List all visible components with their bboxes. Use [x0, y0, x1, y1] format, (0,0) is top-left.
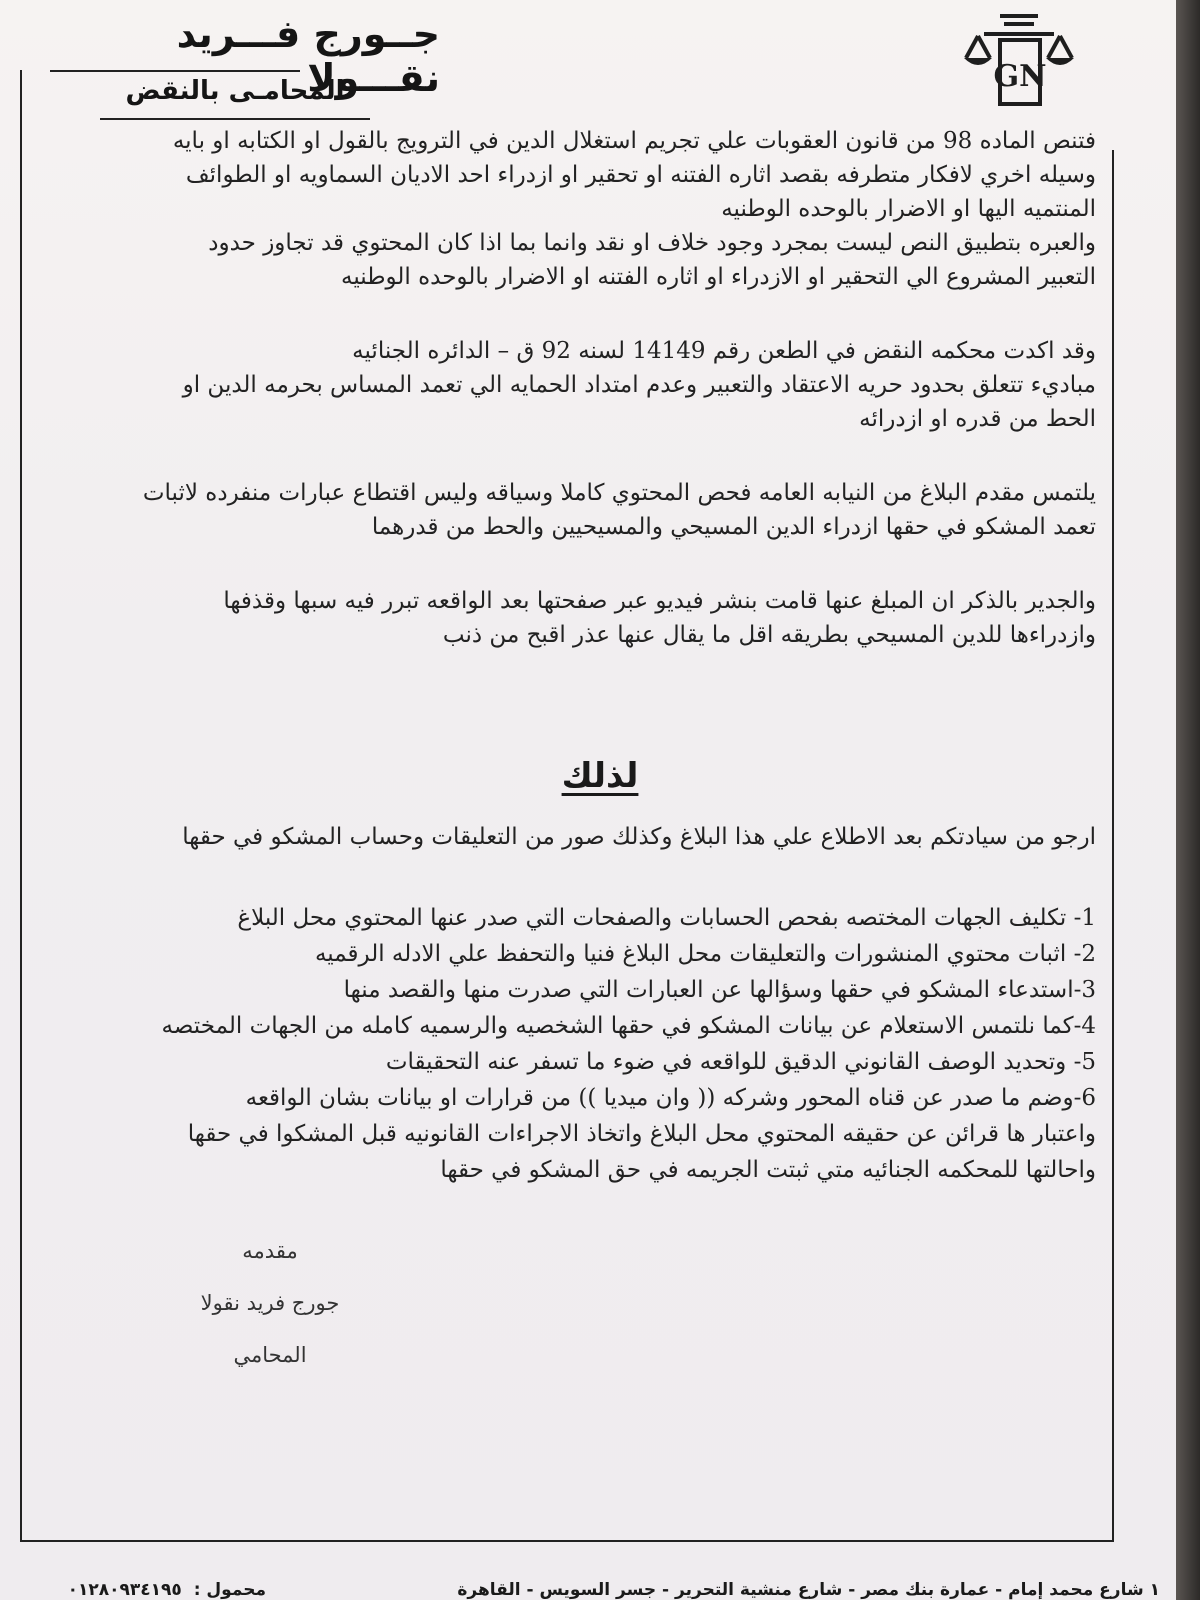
body-line: المنتميه اليها او الاضرار بالوحده الوطنيه	[721, 196, 1096, 222]
list-item: 2- اثبات محتوي المنشورات والتعليقات محل البلاغ فنيا والتحفظ علي الادله الرقميه	[314, 941, 1096, 967]
body-line: وقد اكدت محكمه النقض في الطعن رقم 14149 لسنه 92 ق – الدائره الجنائيه	[352, 338, 1096, 364]
requests-list	[94, 900, 1096, 1188]
list-item: واحالتها للمحكمه الجنائيه متي ثبتت الجريمه في حق المشكو في حقها	[440, 1157, 1096, 1183]
list-item: 3-استدعاء المشكو في حقها وسؤالها عن العبارات التي صدرت منها والقصد منها	[343, 977, 1096, 1003]
conclusion-heading: لذلك	[561, 756, 639, 796]
footer-address: ١ شارع محمد إمام - عمارة بنك مصر - شارع منشية التحرير - جسر السويس - القاهرة	[457, 1580, 1160, 1600]
list-item: 1- تكليف الجهات المختصه بفحص الحسابات والصفحات التي صدر عنها المحتوي محل البلاغ	[237, 905, 1096, 931]
list-item: 6-وضم ما صدر عن قناه المحور وشركه (( وان ميديا )) من قرارات او بيانات بشان الواقعه	[245, 1085, 1096, 1111]
body-line: يلتمس مقدم البلاغ من النيابه العامه فحص المحتوي كاملا وسياقه وليس اقتطاع عبارات منفرده لاثبات	[142, 480, 1096, 506]
frame-left-line	[20, 70, 22, 1540]
body-line: وسيله اخري لافكار متطرفه بقصد اثاره الفتنه او تحقير او ازدراء احد الاديان السماويه او الطوائف	[185, 162, 1096, 188]
body-line: وازدراءها للدين المسيحي بطريقه اقل ما يقال عنها عذر اقبح من ذنب	[442, 622, 1096, 648]
request-statement: ارجو من سيادتكم بعد الاطلاع علي هذا البلاغ وكذلك صور من التعليقات وحساب المشكو في حقها	[182, 824, 1096, 850]
body-line: فتنص الماده 98 من قانون العقوبات علي تجريم استغلال الدين في الترويج بالقول او الكتابه او بايه	[172, 128, 1096, 154]
footer-mobile-number: ٠١٢٨٠٩٣٤١٩٥	[67, 1580, 182, 1600]
frame-right-line	[1112, 150, 1114, 1540]
letterhead-name: جــورج فـــريد نقـــولا	[176, 12, 440, 100]
body-line: التعبير المشروع الي التحقير او الازدراء او اثاره الفتنه او الاضرار بالوحده الوطنيه	[340, 264, 1096, 290]
signature-role: المحامي	[233, 1343, 307, 1367]
body-line: والعبره بتطبيق النص ليست بمجرد وجود خلاف او نقد وانما بما اذا كان المحتوي قد تجاوز حدود	[208, 230, 1096, 256]
page-edge-shadow	[1176, 0, 1200, 1600]
letter-body	[94, 124, 1096, 652]
list-item: 4-كما نلتمس الاستعلام عن بيانات المشكو في حقها الشخصيه والرسميه كامله من الجهات المختصه	[161, 1013, 1096, 1039]
footer-mobile-label: محمول :	[193, 1580, 266, 1600]
list-item: واعتبار ها قرائن عن حقيقه المحتوي محل البلاغ واتخاذ الاجراءات القانونيه قبل المشكوا في حقها	[187, 1121, 1096, 1147]
svg-text:GN: GN	[993, 59, 1047, 94]
body-line: مباديء تتعلق بحدود حريه الاعتقاد والتعبير وعدم امتداد الحمايه الي تعمد المساس بحرمه الدين او	[182, 372, 1096, 398]
scales-of-justice-gn-icon	[956, 8, 1082, 108]
list-item: 5- وتحديد الوصف القانوني الدقيق للواقعه في ضوء ما تسفر عنه التحقيقات	[385, 1049, 1096, 1075]
body-line: الحط من قدره او ازدرائه	[859, 406, 1096, 432]
signature-block	[180, 1225, 360, 1381]
footer-mobile	[46, 1580, 266, 1600]
signature-name: جورج فريد نقولا	[200, 1291, 340, 1315]
body-line: والجدير بالذكر ان المبلغ عنها قامت بنشر فيديو عبر صفحتها بعد الواقعه تبرر فيه سبها وقذفها	[223, 588, 1096, 614]
body-line: تعمد المشكو في حقها ازدراء الدين المسيحي والمسيحيين والحط من قدرهما	[371, 514, 1096, 540]
letterhead-title: المحامـى بالنقض	[125, 76, 345, 106]
letterhead-title-underline	[100, 118, 370, 120]
signature-submitted-by: مقدمه	[242, 1239, 298, 1263]
frame-bottom-line	[20, 1540, 1114, 1542]
